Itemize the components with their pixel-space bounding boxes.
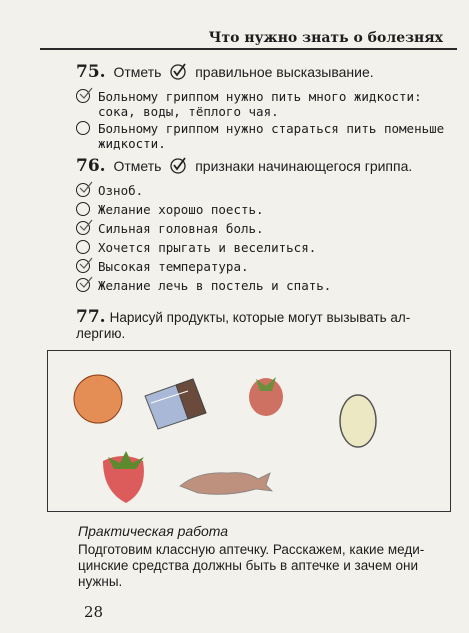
practical-line1: Подготовим классную аптечку. Расскажем, какие меди- — [78, 542, 425, 557]
strawberry-small-drawing — [249, 377, 283, 416]
option-circle[interactable] — [76, 121, 90, 135]
pencil-check-icon — [77, 275, 93, 291]
option-circle[interactable] — [76, 202, 90, 216]
pencil-check-icon — [77, 218, 93, 234]
option-circle[interactable] — [76, 240, 90, 254]
drawing-area[interactable] — [47, 350, 451, 512]
pencil-check-icon — [77, 86, 93, 102]
task-75-number: 75. — [76, 62, 106, 82]
page-header-title: Что нужно знать о болезнях — [208, 30, 443, 46]
practical-work-title: Практическая работа — [78, 523, 229, 539]
task-75-heading — [76, 62, 374, 82]
fish-drawing — [180, 473, 272, 495]
task-76-prompt-before: Отметь — [113, 158, 162, 174]
pencil-check-icon — [77, 180, 93, 196]
task-77-line2: лергию. — [76, 326, 126, 341]
chocolate-bar-drawing — [145, 379, 206, 429]
option-text-line2: жидкости. — [98, 136, 166, 151]
practical-line3: нужны. — [78, 574, 123, 589]
task-76-number: 76. — [76, 156, 106, 176]
option-text: Хочется прыгать и веселиться. — [98, 240, 317, 255]
orange-drawing — [74, 375, 122, 423]
option-text: Озноб. — [98, 183, 144, 198]
checkmark-circle-icon — [169, 62, 187, 80]
task-77-line1: Нарисуй продукты, которые могут вызывать ал- — [109, 310, 411, 325]
task-76-prompt-after: признаки начинающегося гриппа. — [195, 158, 413, 174]
task-76-heading — [76, 156, 412, 176]
header-divider — [40, 48, 457, 50]
task-77-number: 77. — [76, 307, 106, 327]
child-drawing — [48, 351, 448, 509]
option-text: Желание лечь в постель и спать. — [98, 278, 332, 293]
practical-line2: цинские средства должны быть в аптечке и зачем они — [78, 558, 419, 573]
option-text-line1: Больному гриппом нужно пить много жидкости: — [98, 89, 422, 104]
option-text: Высокая температура. — [98, 259, 249, 274]
strawberry-large-drawing — [103, 451, 144, 503]
practical-work-text — [78, 542, 455, 590]
option-text-line1: Больному гриппом нужно стараться пить поменьше — [98, 121, 445, 136]
egg-drawing — [340, 395, 376, 447]
task-75-prompt-before: Отметь — [113, 64, 162, 80]
task-75-prompt-after: правильное высказывание. — [195, 64, 374, 80]
pencil-check-icon — [77, 256, 93, 272]
option-text: Желание хорошо поесть. — [98, 202, 264, 217]
option-text: Сильная головная боль. — [98, 221, 264, 236]
task-77-heading — [76, 309, 410, 342]
checkmark-circle-icon — [169, 156, 187, 174]
page-number: 28 — [84, 603, 104, 621]
option-text-line2: сока, воды, тёплого чая. — [98, 104, 279, 119]
